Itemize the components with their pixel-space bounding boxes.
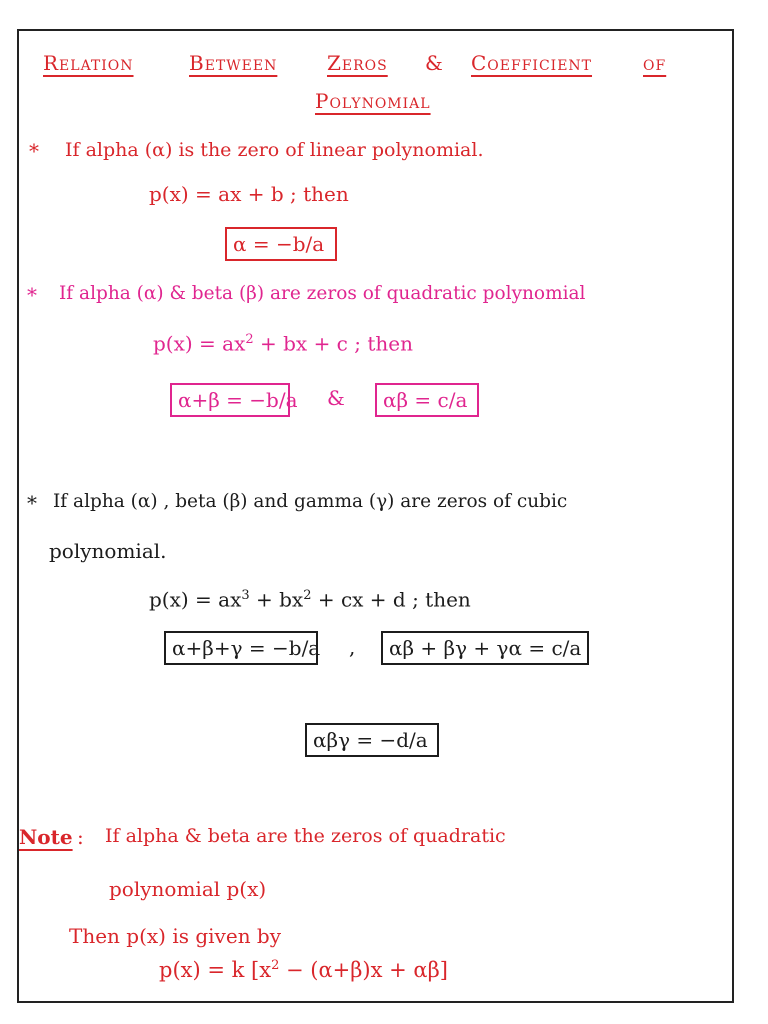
quadratic-sum-box: α+β = −b/a [170, 383, 290, 417]
cubic-pair-sum-box: αβ + βγ + γα = c/a [381, 631, 589, 665]
note-formula: p(x) = k $[x^2 - (\alpha+\beta)x + \alpha\beta]$ [159, 958, 448, 982]
title-word-polynomial: Polynomial [315, 89, 431, 113]
linear-result-box: α = −b/a [225, 227, 337, 261]
title-word-between: Between [189, 51, 278, 75]
note-formula-exponent: 2 [271, 958, 280, 973]
linear-equation: p(x) = ax + b ; then [149, 182, 349, 206]
notes-page [17, 29, 734, 1003]
cubic-product-box: αβγ = −d/a [305, 723, 439, 757]
linear-bullet: * [29, 139, 39, 163]
quadratic-and: & [327, 386, 345, 410]
cubic-exponent-2: 2 [303, 588, 312, 603]
cubic-statement-line1: If alpha (α) , beta (β) and gamma (γ) are zeros of cubic [53, 491, 568, 512]
note-line2: polynomial p(x) [109, 877, 267, 901]
quadratic-statement: If alpha (α) & beta (β) are zeros of quadratic polynomial [59, 283, 586, 304]
quadratic-product-box: αβ = c/a [375, 383, 479, 417]
quadratic-bullet: * [27, 283, 37, 307]
linear-statement: If alpha (α) is the zero of linear polynomial. [65, 139, 484, 161]
title-word-of: of [643, 51, 667, 75]
cubic-bullet: * [27, 491, 37, 515]
title-word-coefficient: Coefficient [471, 51, 593, 75]
title-ampersand: & [425, 51, 443, 75]
cubic-statement-line2: polynomial. [49, 539, 167, 563]
note-line3: Then p(x) is given by [69, 924, 282, 948]
title-word-relation: Relation [43, 51, 134, 75]
cubic-equation: $p(x) = ax^3 + bx^2$ + cx + d ; then [149, 587, 471, 612]
cubic-exponent-3: 3 [241, 588, 250, 603]
cubic-sum-box: α+β+γ = −b/a [164, 631, 318, 665]
quadratic-equation: $p(x) = ax^2$ + bx + c ; then [153, 331, 413, 356]
cubic-comma: , [349, 635, 356, 659]
quadratic-exponent: 2 [245, 332, 254, 347]
note-line1: If alpha & beta are the zeros of quadratic [105, 825, 506, 847]
title-word-zeros: Zeros [327, 51, 388, 75]
note-label: Note [19, 825, 73, 849]
note-colon: : [77, 825, 84, 849]
